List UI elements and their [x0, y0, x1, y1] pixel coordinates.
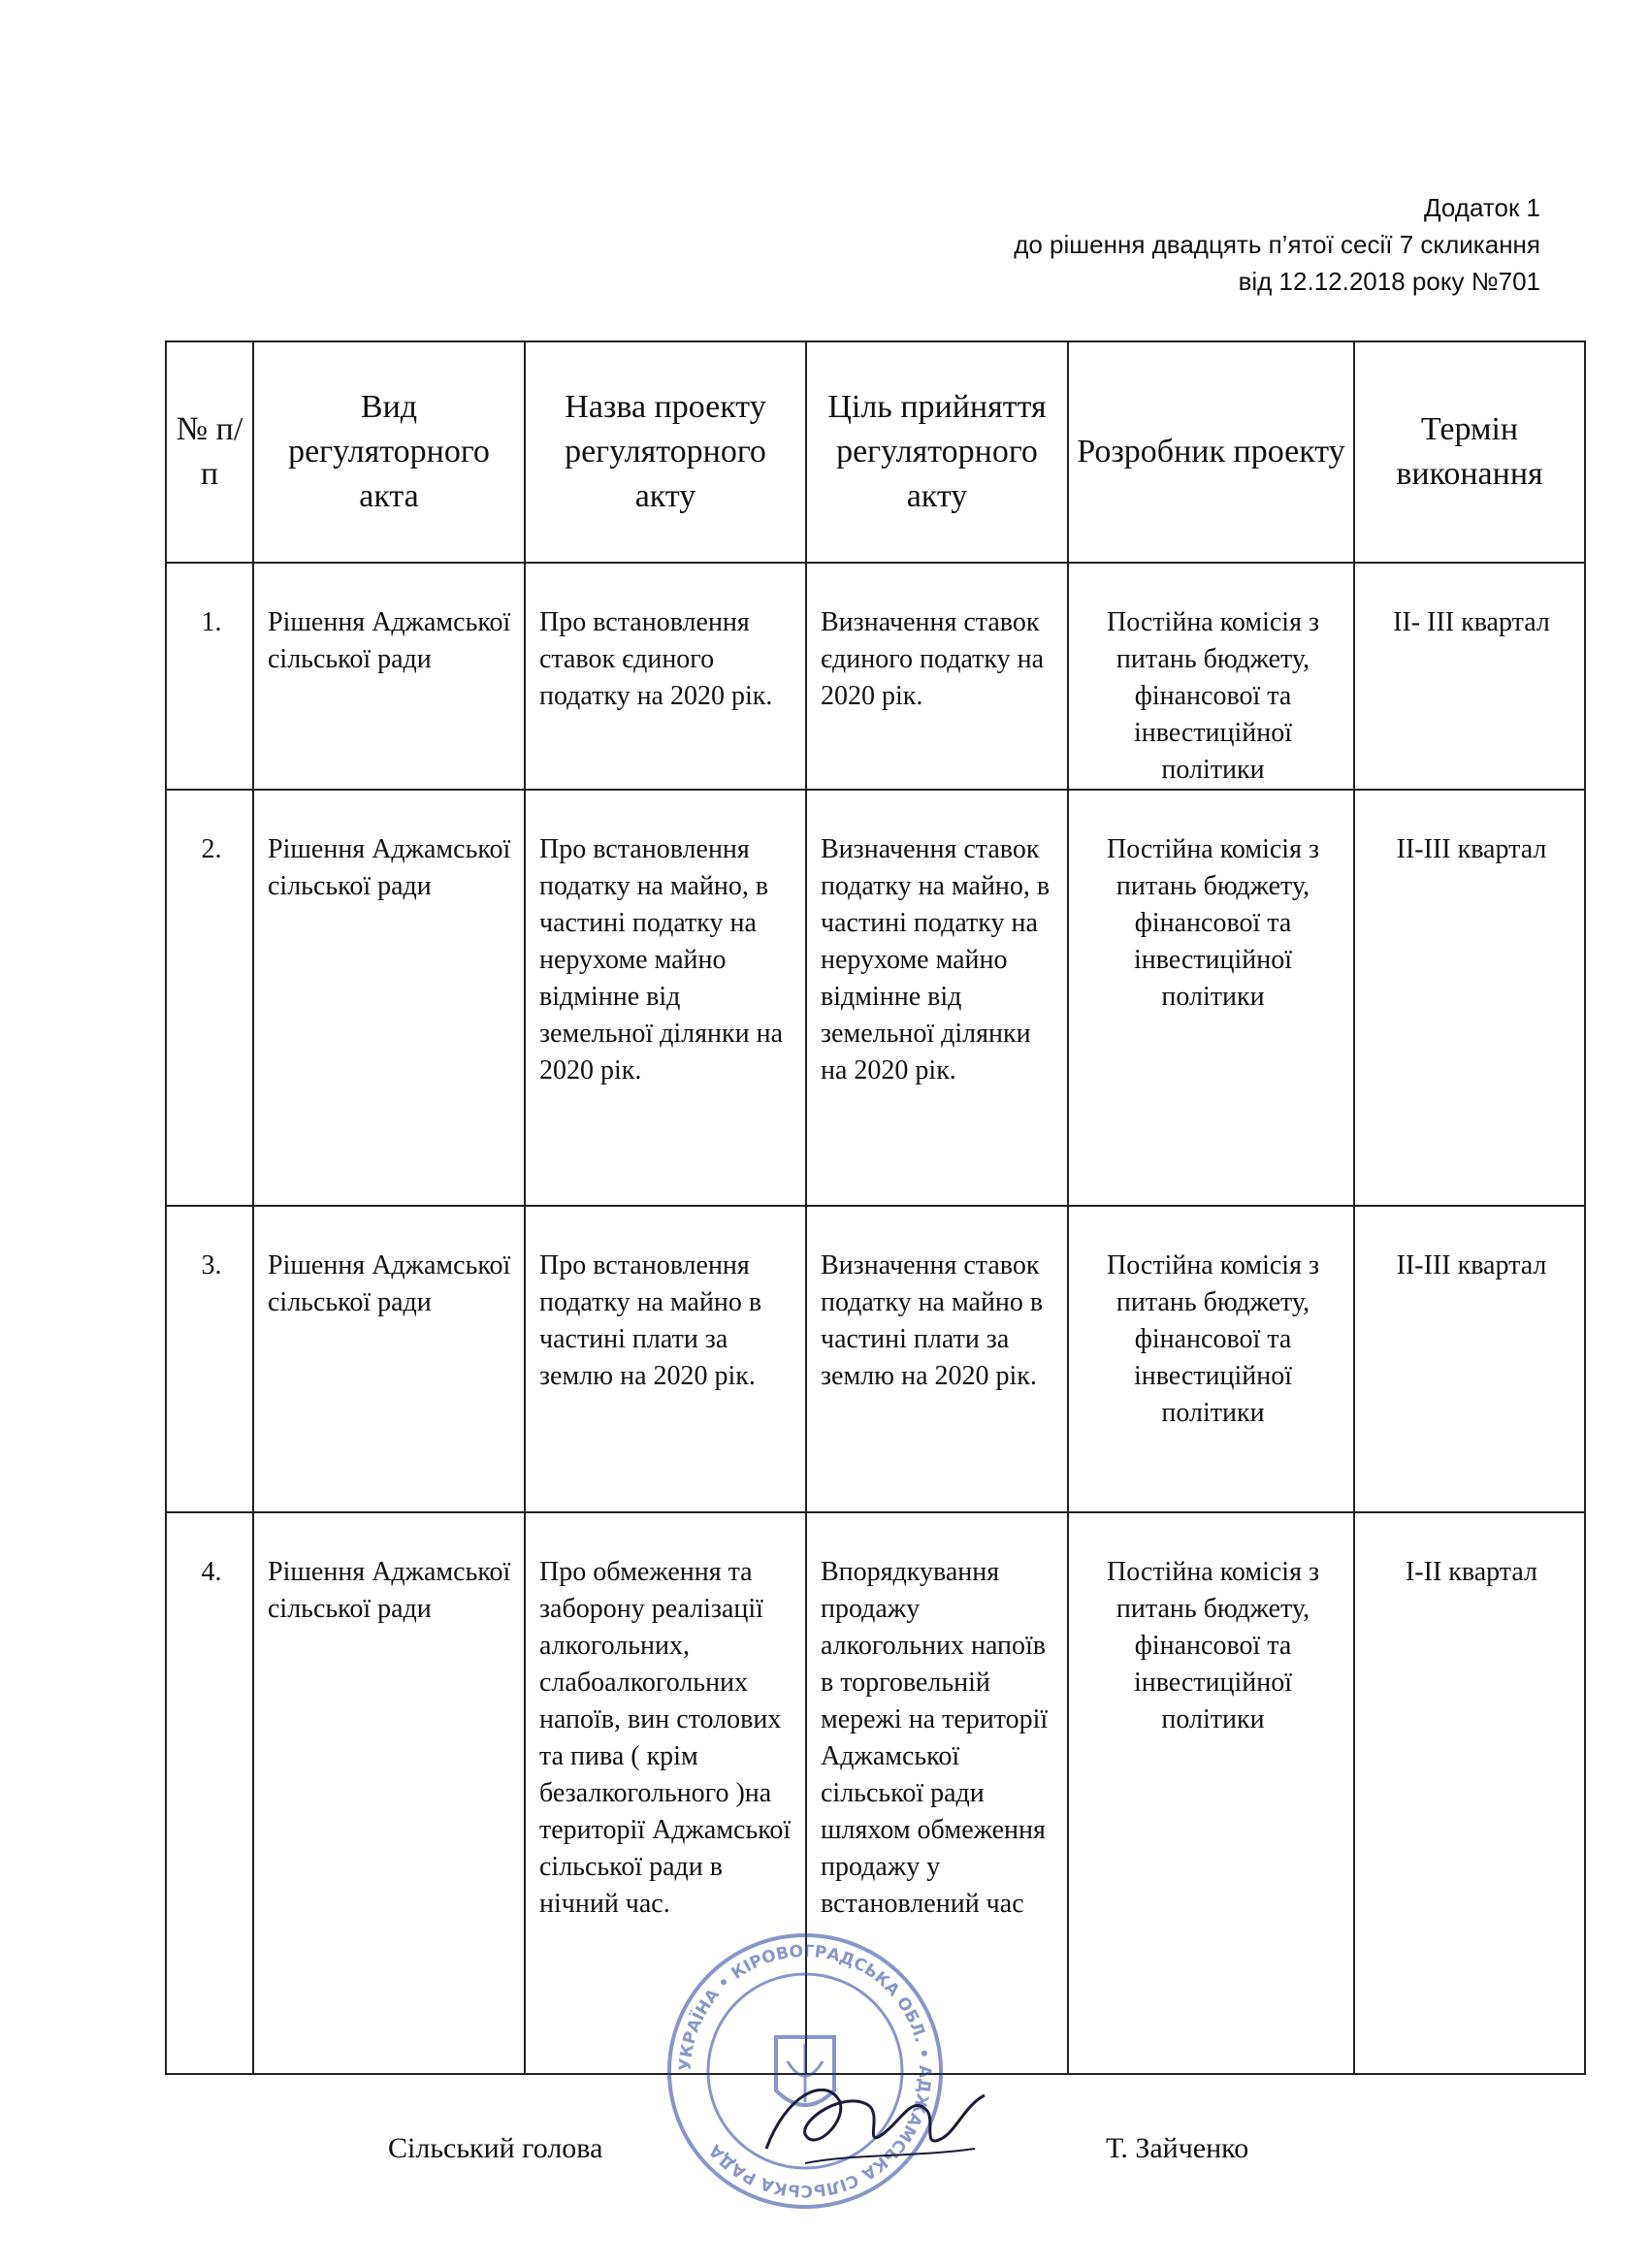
- cell-term: ІІ-ІІІ квартал: [1354, 790, 1585, 1206]
- signatory-name: Т. Зайченко: [1106, 2132, 1249, 2164]
- cell-number: 2.: [166, 790, 253, 1206]
- table-row: [166, 1206, 1585, 1512]
- cell-act-type: Рішення Аджамської сільської ради: [253, 1206, 525, 1512]
- cell-act-type: Рішення Аджамської сільської ради: [253, 563, 525, 790]
- cell-goal: Визначення ставок податку на майно, в частині податку на нерухоме майно відмінне від земельної ділянки на 2020 рік.: [806, 790, 1068, 1206]
- column-header-developer: Розробник проекту: [1068, 341, 1354, 563]
- cell-goal: Впорядкування продажу алкогольних напоїв в торговельній мережі на території Аджамської сільської ради шляхом обмеження продажу у встановлений час: [806, 1512, 1068, 2074]
- cell-goal: Визначення ставок єдиного податку на 2020 рік.: [806, 563, 1068, 790]
- cell-project-name: Про встановлення податку на майно, в частині податку на нерухоме майно відмінне від земельної ділянки на 2020 рік.: [525, 790, 806, 1206]
- cell-goal: Визначення ставок податку на майно в частині плати за землю на 2020 рік.: [806, 1206, 1068, 1512]
- regulatory-acts-table: [165, 340, 1586, 2075]
- appendix-decision-line: до рішення двадцять п’ятої сесії 7 скликання: [1014, 230, 1540, 259]
- cell-term: ІІ- ІІІ квартал: [1354, 563, 1585, 790]
- cell-project-name: Про встановлення податку на майно в частині плати за землю на 2020 рік.: [525, 1206, 806, 1512]
- table-header-row: [166, 341, 1585, 563]
- cell-developer: Постійна комісія з питань бюджету, фінансової та інвестиційної політики: [1068, 790, 1354, 1206]
- column-header-term: Термін виконання: [1354, 341, 1585, 563]
- appendix-header: [1014, 189, 1540, 300]
- column-header-number: № п/п: [166, 341, 253, 563]
- table-row: [166, 563, 1585, 790]
- column-header-act-type: Вид регуляторного акта: [253, 341, 525, 563]
- cell-project-name: Про обмеження та заборону реалізації алкогольних, слабоалкогольних напоїв, вин столових та пива ( крім безалкогольного )на території Аджамської сільської ради в нічний час.: [525, 1512, 806, 2074]
- cell-number: 3.: [166, 1206, 253, 1512]
- cell-developer: Постійна комісія з питань бюджету, фінансової та інвестиційної політики: [1068, 1512, 1354, 2074]
- stamp-text: УКРАЇНА • КІРОВОГРАДСЬКА ОБЛ. • АДЖАМСЬКА СІЛЬСЬКА РАДА: [675, 1941, 935, 2201]
- cell-number: 1.: [166, 563, 253, 790]
- column-header-project-name: Назва проекту регуляторного акту: [525, 341, 806, 563]
- signature-icon: [747, 2057, 999, 2183]
- cell-number: 4.: [166, 1512, 253, 2074]
- cell-act-type: Рішення Аджамської сільської ради: [253, 790, 525, 1206]
- appendix-title: Додаток 1: [1424, 193, 1540, 222]
- column-header-goal: Ціль прийняття регуляторного акту: [806, 341, 1068, 563]
- signatory-position: Сільський голова: [388, 2132, 603, 2164]
- appendix-date-line: від 12.12.2018 року №701: [1238, 267, 1540, 296]
- cell-developer: Постійна комісія з питань бюджету, фінансової та інвестиційної політики: [1068, 1206, 1354, 1512]
- cell-project-name: Про встановлення ставок єдиного податку на 2020 рік.: [525, 563, 806, 790]
- cell-term: ІІ-ІІІ квартал: [1354, 1206, 1585, 1512]
- cell-act-type: Рішення Аджамської сільської ради: [253, 1512, 525, 2074]
- cell-term: І-ІІ квартал: [1354, 1512, 1585, 2074]
- table-row: [166, 790, 1585, 1206]
- cell-developer: Постійна комісія з питань бюджету, фінансової та інвестиційної політики: [1068, 563, 1354, 790]
